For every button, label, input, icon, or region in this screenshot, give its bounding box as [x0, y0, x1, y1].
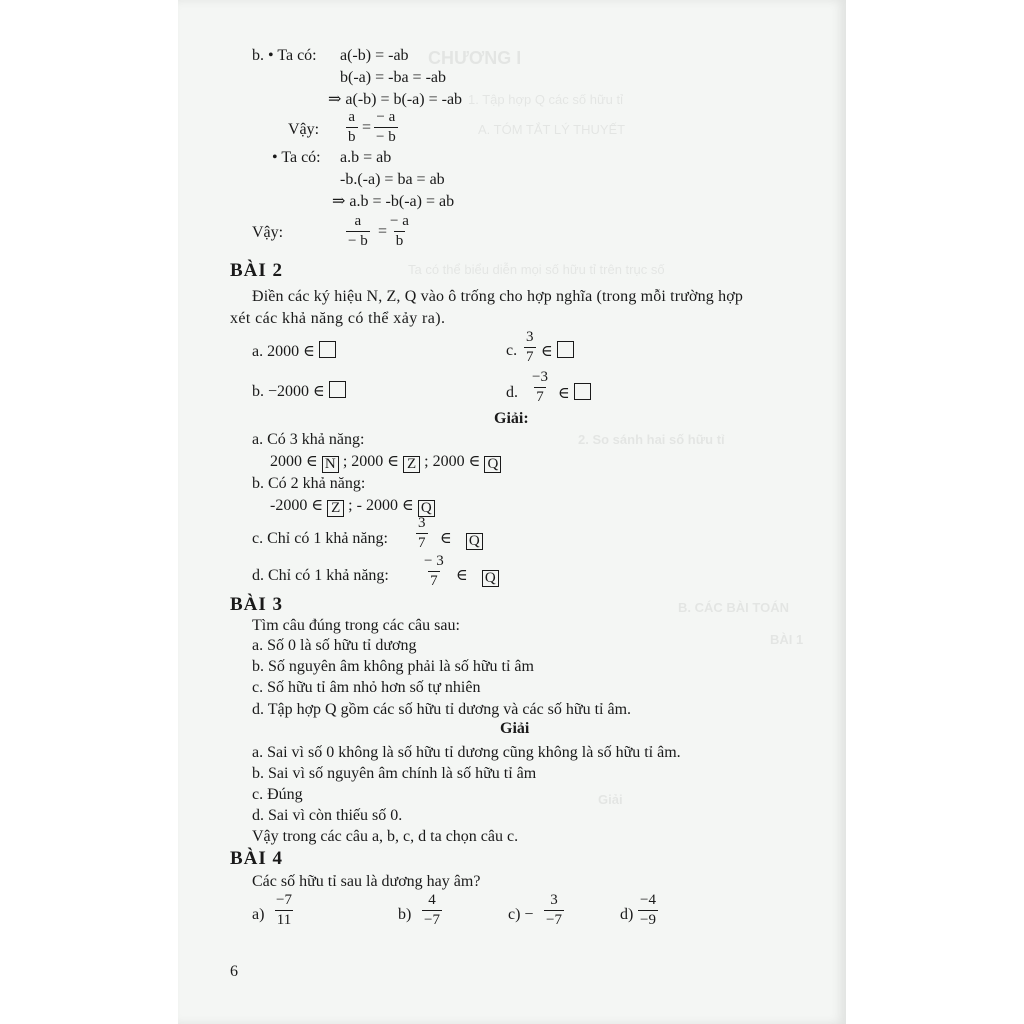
bleed-through-line: BÀI 1 — [770, 632, 804, 647]
bai4-heading: BÀI 4 — [230, 848, 284, 869]
bai3-heading: BÀI 3 — [230, 594, 284, 615]
element-of-symbol: ∈ — [440, 530, 452, 547]
fraction — [422, 554, 446, 589]
part-b-eq: ⇒ a.b = -b(-a) = ab — [332, 193, 455, 210]
solution-part: ; 2000 ∈ — [342, 453, 400, 470]
bai3-solution: d. Sai vì còn thiếu số 0. — [252, 807, 403, 824]
bai3-solution: b. Sai vì số nguyên âm chính là số hữu tỉ âm — [252, 765, 537, 782]
fraction — [346, 110, 358, 145]
filled-box: Q — [482, 570, 499, 587]
bai2-sol-a-line — [270, 452, 501, 473]
bai3-option: b. Số nguyên âm không phải là số hữu tỉ âm — [252, 658, 534, 675]
fraction-numerator: 3 — [550, 892, 558, 908]
bai4-label: d) — [620, 906, 634, 923]
bai4-label: b) — [398, 906, 412, 923]
filled-box: Q — [418, 500, 435, 517]
equals-sign: = — [362, 119, 372, 136]
bleed-through-line: B. CÁC BÀI TOÁN — [678, 600, 789, 615]
fraction — [374, 110, 398, 145]
bai3-option: c. Số hữu tỉ âm nhỏ hơn số tự nhiên — [252, 679, 481, 696]
bleed-through-line: 1. Tập hợp Q các số hữu tỉ — [468, 92, 624, 107]
fraction-numerator: a — [348, 109, 356, 125]
bai2-sol-d-answer — [456, 566, 499, 587]
fraction — [544, 893, 564, 928]
bleed-through-line: Giải — [598, 792, 623, 807]
solution-part: ; 2000 ∈ — [424, 453, 481, 470]
solution-heading: Giải — [500, 720, 530, 737]
fraction-numerator: − 3 — [424, 553, 444, 569]
part-b-lead: b. • Ta có: — [252, 47, 317, 64]
fraction-numerator: −3 — [532, 369, 548, 385]
bai2-sol-d: d. Chỉ có 1 khả năng: — [252, 567, 389, 584]
item-text: b. −2000 ∈ — [252, 383, 325, 400]
fraction-numerator: 3 — [526, 329, 534, 345]
part-b-lead: • Ta có: — [272, 149, 321, 166]
fraction-numerator: 4 — [428, 892, 436, 908]
bai3-prompt: Tìm câu đúng trong các câu sau: — [252, 617, 460, 634]
fraction-denominator: 7 — [418, 535, 426, 551]
bai2-item-b — [252, 381, 346, 402]
bai2-sol-a-title: a. Có 3 khả năng: — [252, 431, 365, 448]
fraction-numerator: 3 — [418, 515, 426, 531]
fraction — [416, 516, 428, 551]
page-number: 6 — [230, 963, 238, 980]
book-page — [178, 0, 846, 1024]
bai4-prompt: Các số hữu tỉ sau là dương hay âm? — [252, 873, 481, 890]
bai2-sol-b-line — [270, 496, 435, 517]
fraction-denominator: 11 — [276, 912, 292, 928]
bai2-sol-c-answer — [440, 529, 483, 550]
fraction-denominator: 7 — [526, 349, 534, 365]
item-text: a. 2000 ∈ — [252, 343, 315, 360]
solution-heading: Giải: — [494, 410, 529, 427]
bai2-item-c-in — [541, 341, 574, 362]
part-b-eq: b(-a) = -ba = -ab — [340, 69, 446, 86]
answer-box[interactable] — [574, 383, 591, 400]
solution-part: -2000 ∈ — [270, 497, 324, 514]
bai2-item-a — [252, 341, 336, 362]
part-b-eq: ⇒ a(-b) = b(-a) = -ab — [328, 91, 463, 108]
bai2-prompt: xét các khả năng có thể xảy ra). — [230, 310, 446, 327]
filled-box: N — [322, 456, 339, 473]
fraction-numerator: − a — [376, 109, 396, 125]
fraction-numerator: −7 — [276, 892, 292, 908]
fraction — [388, 214, 411, 249]
fraction — [530, 370, 550, 405]
bai4-label: a) — [252, 906, 265, 923]
bai4-label: c) − — [508, 906, 534, 923]
bleed-through-line: 2. So sánh hai số hữu tỉ — [578, 432, 725, 447]
bai2-heading: BÀI 2 — [230, 260, 284, 281]
fraction — [524, 330, 536, 365]
fraction-denominator: −7 — [546, 912, 562, 928]
element-of-symbol: ∈ — [541, 343, 553, 360]
bai2-prompt: Điền các ký hiệu N, Z, Q vào ô trống cho hợp nghĩa (trong mỗi trường hợp — [252, 288, 743, 305]
element-of-symbol: ∈ — [456, 567, 468, 584]
filled-box: Q — [466, 533, 483, 550]
fraction-denominator: − b — [348, 233, 368, 249]
filled-box: Q — [484, 456, 501, 473]
filled-box: Z — [403, 456, 420, 473]
answer-box[interactable] — [319, 341, 336, 358]
bleed-through-line: Ta có thể biểu diễn mọi số hữu tỉ trên trục số — [408, 262, 665, 277]
bai3-solution: c. Đúng — [252, 786, 303, 803]
part-b-vay: Vậy: — [288, 121, 320, 138]
fraction-numerator: a — [354, 213, 362, 229]
fraction-denominator: b — [395, 233, 404, 249]
part-b-vay: Vậy: — [252, 224, 284, 241]
bai2-item-d-in — [558, 383, 591, 404]
bai2-sol-b-title: b. Có 2 khả năng: — [252, 475, 366, 492]
bai2-item-d-label: d. — [506, 384, 518, 401]
part-b-eq: a(-b) = -ab — [340, 47, 409, 64]
part-b-eq: -b.(-a) = ba = ab — [340, 171, 445, 188]
solution-part: 2000 ∈ — [270, 453, 318, 470]
answer-box[interactable] — [329, 381, 346, 398]
bleed-through-line: A. TÓM TẮT LÝ THUYẾT — [478, 122, 626, 137]
bai3-solution: a. Sai vì số 0 không là số hữu tỉ dương cũng không là số hữu tỉ âm. — [252, 744, 681, 761]
filled-box: Z — [327, 500, 344, 517]
part-b-eq: a.b = ab — [340, 149, 392, 166]
bai3-option: a. Số 0 là số hữu tỉ dương — [252, 637, 417, 654]
fraction-denominator: b — [348, 129, 356, 145]
fraction — [422, 893, 442, 928]
bai2-item-c-label: c. — [506, 342, 518, 359]
bai3-conclusion: Vậy trong các câu a, b, c, d ta chọn câu c. — [252, 828, 519, 845]
bleed-through-line: CHƯƠNG I — [428, 48, 522, 68]
equals-sign: = — [378, 223, 388, 240]
fraction-denominator: −9 — [640, 912, 656, 928]
fraction-denominator: − b — [376, 129, 396, 145]
bai3-option: d. Tập hợp Q gồm các số hữu tỉ dương và các số hữu tỉ âm. — [252, 701, 632, 718]
solution-part: ; - 2000 ∈ — [348, 497, 414, 514]
fraction-denominator: 7 — [536, 389, 544, 405]
fraction — [346, 214, 370, 249]
fraction-numerator: −4 — [640, 892, 656, 908]
fraction-numerator: − a — [390, 213, 409, 229]
fraction — [274, 893, 294, 928]
fraction — [638, 893, 658, 928]
bai2-sol-c: c. Chỉ có 1 khả năng: — [252, 530, 388, 547]
fraction-denominator: −7 — [424, 912, 440, 928]
answer-box[interactable] — [557, 341, 574, 358]
fraction-denominator: 7 — [430, 573, 438, 589]
element-of-symbol: ∈ — [558, 385, 570, 402]
